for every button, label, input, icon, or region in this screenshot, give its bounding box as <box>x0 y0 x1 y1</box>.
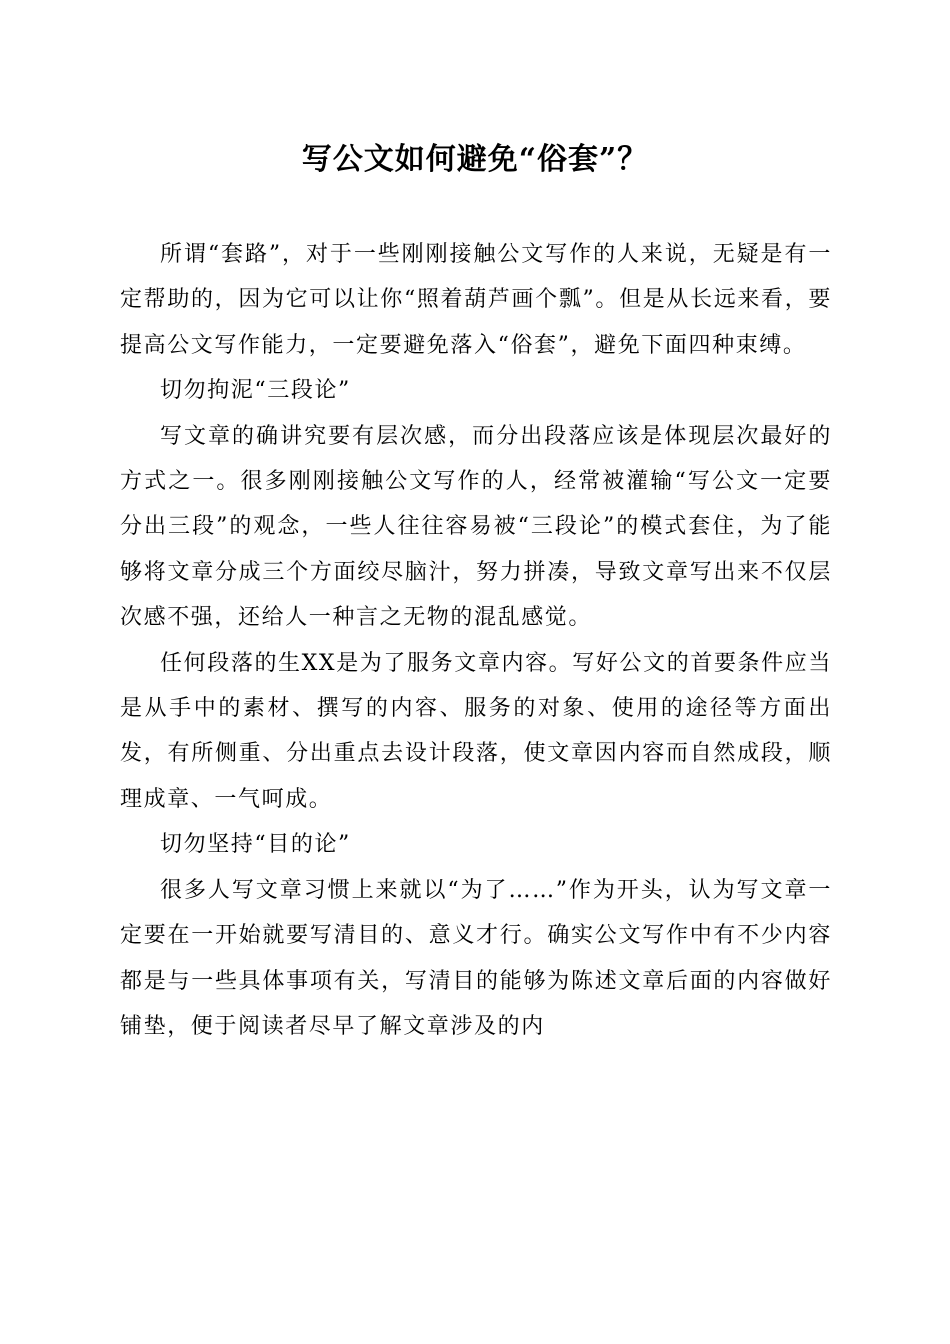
paragraph-intro: 所谓“套路”，对于一些刚刚接触公文写作的人来说，无疑是有一定帮助的，因为它可以让你“照着葫芦画个瓢”。但是从长远来看，要提高公文写作能力，一定要避免落入“俗套”，避免下面四种束缚。 <box>120 242 832 358</box>
paragraph-three-part-advice: 任何段落的生XX是为了服务文章内容。写好公文的首要条件应当是从手中的素材、撰写的内容、服务的对象、使用的途径等方面出发，有所侧重、分出重点去设计段落，使文章因内容而自然成段，顺理成章、一气呵成。 <box>120 650 832 812</box>
section-heading-purpose: 切勿坚持“目的论” <box>160 832 351 858</box>
section-heading-three-part: 切勿拘泥“三段论” <box>160 378 351 404</box>
paragraph-purpose: 很多人写文章习惯上来就以“为了……”作为开头，认为写文章一定要在一开始就要写清目的、意义才行。确实公文写作中有不少内容都是与一些具体事项有关，写清目的能够为陈述文章后面的内容做好铺垫，便于阅读者尽早了解文章涉及的内 <box>120 877 832 1039</box>
paragraph-three-part-problem: 写文章的确讲究要有层次感，而分出段落应该是体现层次最好的方式之一。很多刚刚接触公文写作的人，经常被灌输“写公文一定要分出三段”的观念，一些人往往容易被“三段论”的模式套住，为了能够将文章分成三个方面绞尽脑汁，努力拼凑，导致文章写出来不仅层次感不强，还给人一种言之无物的混乱感觉。 <box>120 423 832 631</box>
document-body <box>120 232 832 1049</box>
document-title: 写公文如何避免“俗套”？ <box>301 142 649 177</box>
